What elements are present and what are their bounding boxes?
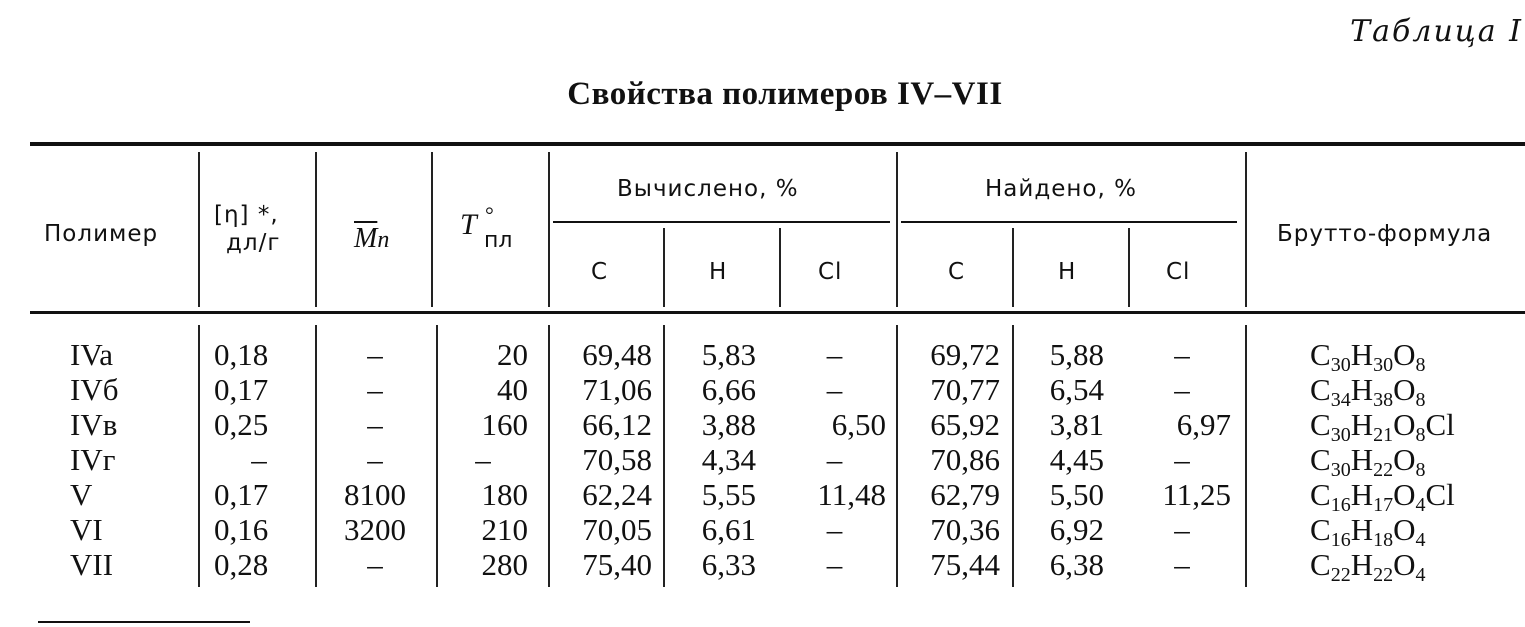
cell-found-h: 5,88 [1049, 337, 1104, 372]
cell-calc-h: 4,34 [701, 442, 756, 477]
cell-found-c: 70,86 [930, 442, 1000, 477]
cell-calc-h: 5,83 [701, 337, 756, 372]
cell-found-h: 4,45 [1049, 442, 1104, 477]
cell-t: 20 [497, 337, 528, 372]
body-divider [1012, 325, 1014, 587]
cell-gross-formula: $C_{30}H_{22}O_8$ [1310, 442, 1426, 481]
cell-t: 180 [481, 477, 528, 512]
cell-found-c: 62,79 [930, 477, 1000, 512]
header-divider [1245, 152, 1247, 307]
cell-eta: – [251, 442, 267, 477]
cell-found-cl: 6,97 [1176, 407, 1231, 442]
cell-gross-formula: $C_{22}H_{22}O_4$ [1310, 547, 1426, 586]
header-viscosity-line1: [η] *, [214, 202, 279, 228]
header-subdivider [1012, 228, 1014, 307]
cell-polymer: IVб [70, 372, 119, 407]
cell-eta: 0,25 [214, 407, 269, 442]
cell-mn: – [367, 442, 383, 477]
cell-mn: – [367, 407, 383, 442]
header-divider [548, 152, 550, 307]
cell-calc-h: 5,55 [701, 477, 756, 512]
cell-calc-cl: – [826, 512, 843, 547]
body-divider [1245, 325, 1247, 587]
cell-polymer: VI [70, 512, 103, 547]
cell-calc-cl: – [826, 547, 843, 582]
header-gross-formula: Брутто-формула [1277, 221, 1493, 247]
body-divider [663, 325, 665, 587]
cell-gross-formula: $C_{30}H_{21}O_8Cl$ [1310, 407, 1455, 446]
cell-calc-cl: – [826, 442, 843, 477]
header-divider [896, 152, 898, 307]
cell-gross-formula: $C_{34}H_{38}O_8$ [1310, 372, 1426, 411]
t-degree: ° [485, 202, 494, 227]
cell-polymer: V [70, 477, 93, 512]
header-subdivider [1128, 228, 1130, 307]
cell-found-cl: – [1174, 512, 1190, 547]
cell-found-h: 3,81 [1049, 407, 1104, 442]
cell-found-c: 70,77 [930, 372, 1000, 407]
header-found-cl: Cl [1166, 259, 1191, 285]
cell-calc-cl: – [826, 337, 843, 372]
mn-symbol: $\overline{M}$ [354, 223, 378, 254]
header-divider [315, 152, 317, 307]
header-subdivider [663, 228, 665, 307]
cell-calc-c: 71,06 [582, 372, 652, 407]
t-subscript: пл [484, 228, 513, 253]
header-calc-cl: Cl [818, 259, 843, 285]
cell-found-cl: 11,25 [1162, 477, 1231, 512]
cell-calc-h: 6,66 [701, 372, 756, 407]
header-melting-temp [460, 202, 513, 268]
table-number-label: Таблица I [1350, 14, 1523, 49]
header-polymer: Полимер [44, 221, 159, 247]
cell-polymer: IVa [70, 337, 114, 372]
cell-found-c: 70,36 [930, 512, 1000, 547]
cell-t: 40 [497, 372, 528, 407]
cell-calc-h: 6,33 [701, 547, 756, 582]
cell-t: – [475, 442, 491, 477]
cell-found-c: 75,44 [930, 547, 1000, 582]
cell-t: 280 [481, 547, 528, 582]
header-divider [198, 152, 200, 307]
cell-mn: – [367, 547, 383, 582]
header-found: Найдено, % [985, 176, 1137, 202]
cell-polymer: IVг [70, 442, 116, 477]
body-divider [548, 325, 550, 587]
body-divider [315, 325, 317, 587]
header-viscosity-line2: дл/г [226, 230, 281, 256]
cell-calc-cl: 6,50 [831, 407, 886, 442]
cell-calc-cl: – [826, 372, 843, 407]
cell-mn: 8100 [344, 477, 406, 512]
cell-calc-c: 66,12 [582, 407, 652, 442]
footnote-rule [38, 621, 250, 623]
cell-t: 160 [481, 407, 528, 442]
cell-eta: 0,18 [214, 337, 269, 372]
cell-mn: – [367, 372, 383, 407]
header-mn [354, 222, 389, 256]
calculated-subheader-rule [553, 221, 890, 223]
cell-found-cl: – [1174, 372, 1190, 407]
cell-gross-formula: $C_{30}H_{30}O_8$ [1310, 337, 1426, 376]
mn-subscript: n [377, 227, 390, 253]
cell-calc-c: 70,58 [582, 442, 652, 477]
cell-polymer: IVв [70, 407, 118, 442]
cell-polymer: VII [70, 547, 114, 582]
cell-eta: 0,16 [214, 512, 269, 547]
header-found-c: C [948, 259, 966, 285]
cell-found-cl: – [1174, 337, 1190, 372]
cell-mn: – [367, 337, 383, 372]
cell-found-c: 69,72 [930, 337, 1000, 372]
cell-calc-c: 70,05 [582, 512, 652, 547]
cell-mn: 3200 [344, 512, 406, 547]
body-divider [198, 325, 200, 587]
cell-found-h: 5,50 [1049, 477, 1104, 512]
header-bottom-rule [30, 311, 1525, 314]
cell-calc-h: 6,61 [701, 512, 756, 547]
header-calc-h: H [709, 259, 728, 285]
table-title: Свойства полимеров IV–VII [567, 76, 1003, 112]
cell-found-h: 6,38 [1049, 547, 1104, 582]
cell-eta: 0,17 [214, 372, 269, 407]
cell-found-cl: – [1174, 442, 1190, 477]
cell-gross-formula: $C_{16}H_{18}O_4$ [1310, 512, 1426, 551]
header-calculated: Вычислено, % [617, 176, 799, 202]
cell-gross-formula: $C_{16}H_{17}O_4Cl$ [1310, 477, 1455, 516]
cell-calc-h: 3,88 [701, 407, 756, 442]
header-divider [431, 152, 433, 307]
cell-eta: 0,28 [214, 547, 269, 582]
cell-calc-c: 75,40 [582, 547, 652, 582]
header-found-h: H [1058, 259, 1077, 285]
cell-calc-c: 69,48 [582, 337, 652, 372]
cell-eta: 0,17 [214, 477, 269, 512]
cell-calc-c: 62,24 [582, 477, 652, 512]
cell-found-c: 65,92 [930, 407, 1000, 442]
cell-found-h: 6,54 [1049, 372, 1104, 407]
t-symbol: T [460, 208, 477, 241]
cell-calc-cl: 11,48 [817, 477, 886, 512]
top-rule [30, 142, 1525, 146]
found-subheader-rule [901, 221, 1237, 223]
cell-found-h: 6,92 [1049, 512, 1104, 547]
cell-found-cl: – [1174, 547, 1190, 582]
cell-t: 210 [481, 512, 528, 547]
header-calc-c: C [591, 259, 609, 285]
header-subdivider [779, 228, 781, 307]
